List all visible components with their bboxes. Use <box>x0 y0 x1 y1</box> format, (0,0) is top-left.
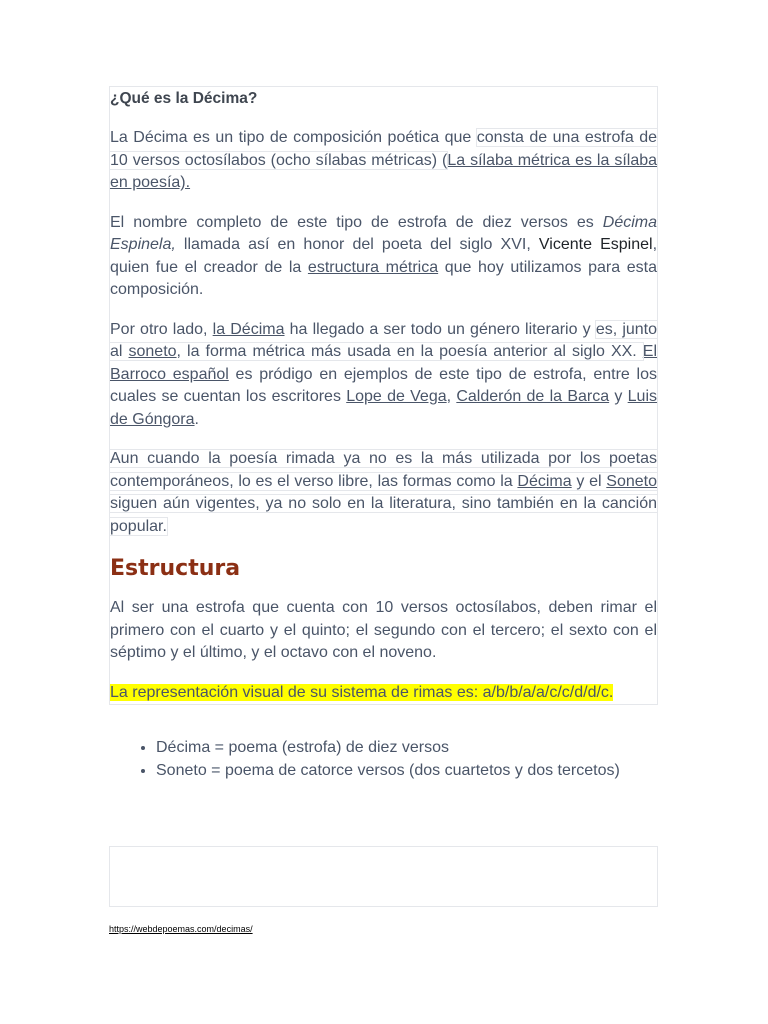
paragraph-genre <box>110 319 657 432</box>
paragraph-rhyme-scheme <box>110 682 657 705</box>
link-gongora[interactable]: Luis de Góngora <box>110 388 658 428</box>
highlighted-text: La representación visual de su sistema de rimas es: a/b/b/a/a/c/c/d/d/c. <box>110 683 614 701</box>
text: La Décima es un tipo de composición poética que <box>110 129 477 146</box>
text: Aun cuando la poesía rimada ya no es la más utilizada por los poetas contemporáneos, lo es el verso libre, las formas como la <box>110 450 657 490</box>
link-calderon[interactable]: Calderón de la Barca <box>456 388 610 405</box>
text: y el <box>571 472 607 490</box>
link-lope-de-vega[interactable]: Lope de Vega <box>346 388 447 405</box>
empty-box <box>109 846 658 907</box>
text: , <box>446 388 457 405</box>
paragraph-current-use <box>110 448 657 538</box>
text: llamada así en honor del poeta del siglo XVI, <box>175 236 539 253</box>
text-boxed: consta de una estrofa de 10 versos octosílabos (ocho sílabas métricas) ( <box>110 129 658 169</box>
link-decima[interactable]: Décima <box>517 472 572 490</box>
list-item: • Soneto = poema de catorce versos (dos cuartetos y dos tercetos) <box>156 759 658 782</box>
text: El nombre completo de este tipo de estrofa de diez versos es <box>110 213 603 231</box>
text: ha llegado a ser todo un género literario y <box>284 320 596 338</box>
paragraph-name <box>110 212 657 302</box>
question-title: ¿Qué es la Décima? <box>110 90 258 107</box>
text: que hoy utilizamos para esta composición. <box>110 258 657 298</box>
text: . <box>194 410 199 428</box>
text: es pródigo en ejemplos de este tipo de estrofa, entre los cuales se cuentan los escritores <box>110 365 657 405</box>
paragraph-structure: Al ser una estrofa que cuenta con 10 versos octosílabos, deben rimar el primero con el cuarto y el quinto; el segundo con el tercero; el sexto con el séptimo y el último, y el octavo con el noveno. <box>110 599 657 661</box>
link-la-decima[interactable]: la Décima <box>212 320 285 338</box>
list-item: • Décima = poema (estrofa) de diez versos <box>156 736 658 759</box>
section-heading: Estructura <box>110 556 241 581</box>
link-soneto[interactable]: soneto <box>128 343 177 360</box>
text: Por otro lado, <box>110 320 213 338</box>
text: siguen aún vigentes, ya no solo en la literatura, sino también en la canción popular. <box>110 495 657 535</box>
text: es, junto al <box>110 320 658 360</box>
text: y <box>609 388 628 405</box>
link-soneto-2[interactable]: Soneto <box>606 472 658 490</box>
text-boxed <box>110 450 657 535</box>
poet-name: Vicente Espinel <box>538 236 653 253</box>
article-content <box>109 86 658 705</box>
source-link[interactable]: https://webdepoemas.com/decimas/ <box>109 924 253 934</box>
italic-term: Décima Espinela, <box>110 213 657 253</box>
link-barroco[interactable]: El Barroco español <box>110 343 658 383</box>
paragraph-definition <box>110 127 657 195</box>
text: , la forma métrica más usada en la poesía anterior al siglo XX. <box>176 343 643 360</box>
text: , quien fue el creador de la <box>110 236 658 276</box>
bullet-list <box>109 736 658 782</box>
link-silaba-metrica[interactable]: La sílaba métrica es la sílaba en poesía). <box>110 151 658 191</box>
link-estructura-metrica[interactable]: estructura métrica <box>307 258 439 276</box>
